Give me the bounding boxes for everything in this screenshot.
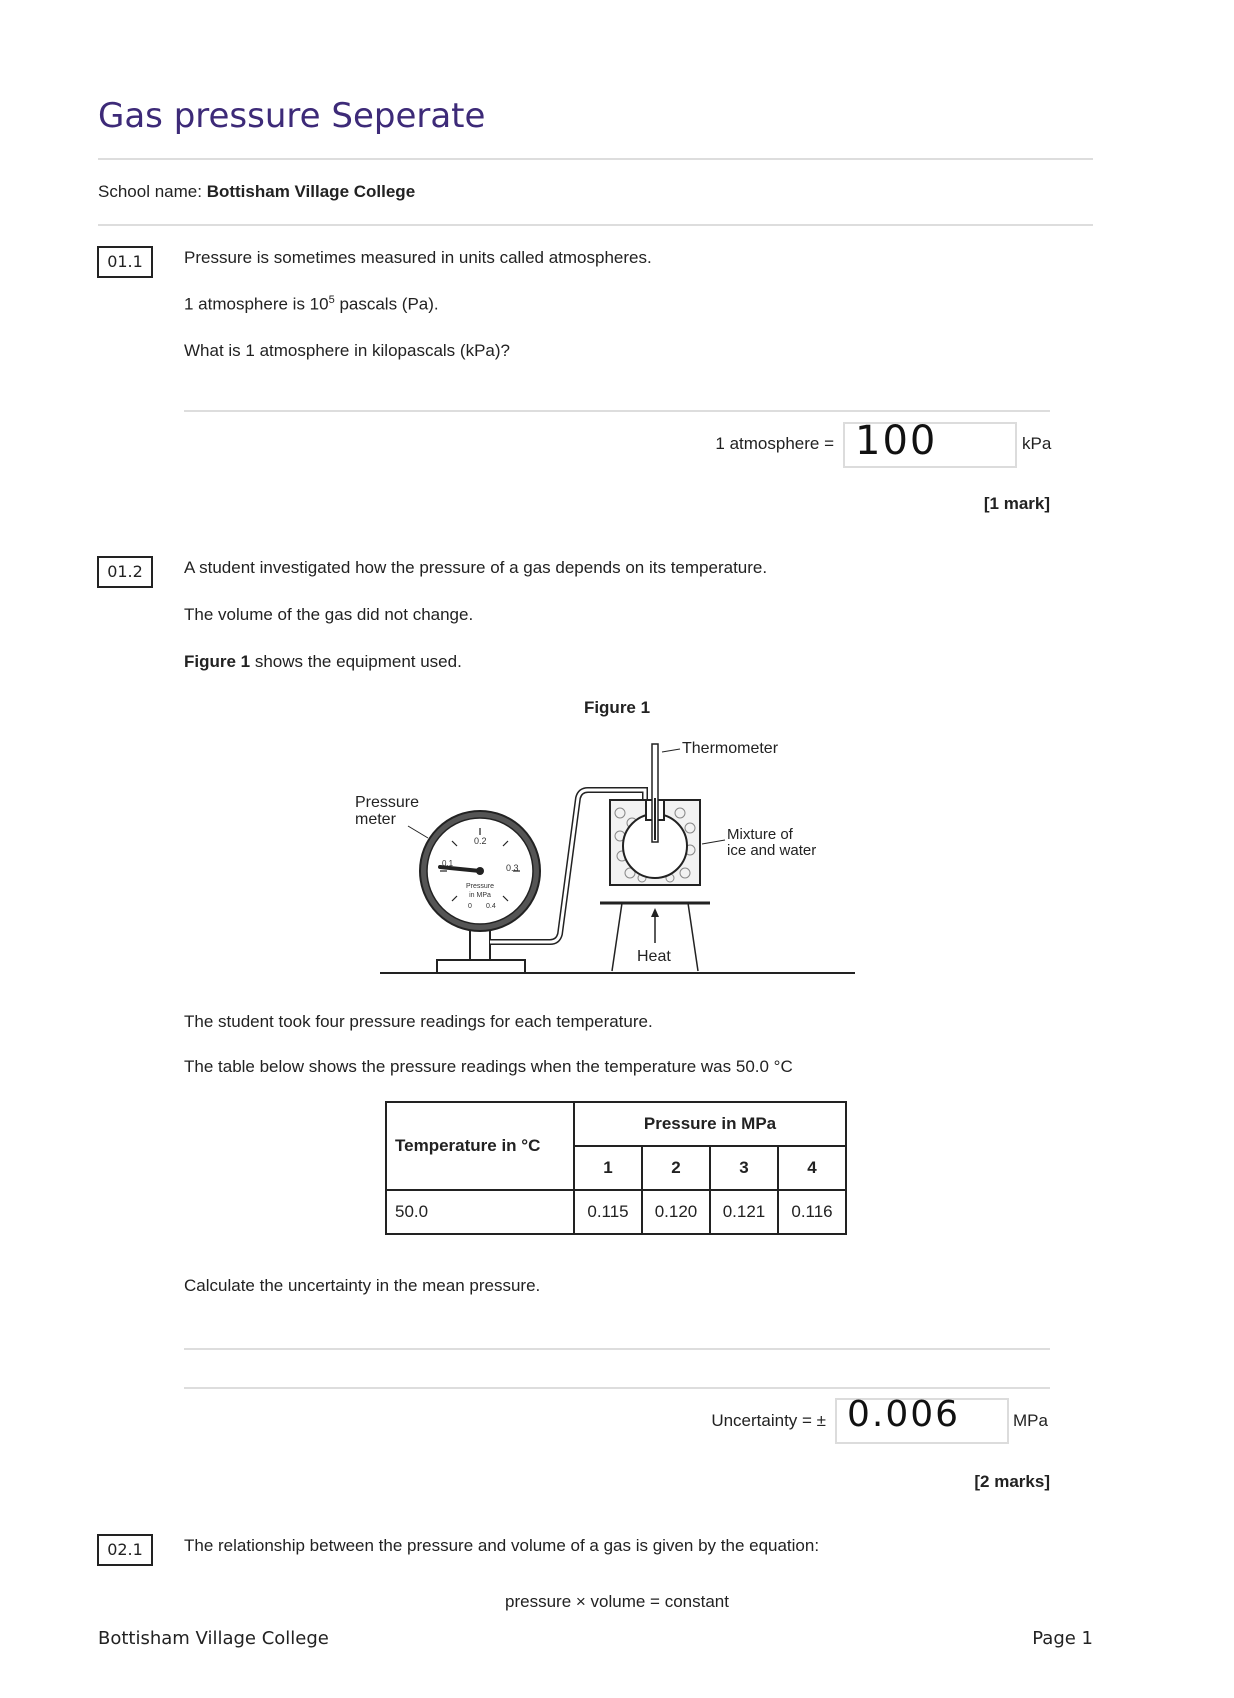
q011-line2 (184, 294, 439, 315)
gauge-pivot (476, 867, 484, 875)
gauge-text-2: in MPa (469, 892, 491, 899)
q012-answer-line-2 (184, 1387, 1050, 1389)
gauge-tick-02: 0.2 (474, 836, 487, 846)
cell-reading-3: 0.121 (710, 1190, 778, 1234)
school-divider (98, 224, 1093, 226)
gauge-tick-04: 0.4 (486, 903, 496, 910)
subheader-4: 4 (778, 1146, 846, 1190)
q011-marks: [1 mark] (983, 494, 1050, 513)
q012-line3-rest: shows the equipment used. (250, 652, 462, 671)
q011-line2-post: pascals (Pa). (334, 294, 439, 314)
q012-line1: A student investigated how the pressure of a gas depends on its temperature. (184, 558, 768, 577)
q011-line3: What is 1 atmosphere in kilopascals (kPa)? (184, 341, 510, 360)
q012-line6: Calculate the uncertainty in the mean pressure. (184, 1276, 541, 1295)
cell-reading-1: 0.115 (574, 1190, 642, 1234)
question-number-02-1: 02.1 (97, 1534, 153, 1566)
title-divider (98, 158, 1093, 160)
q011-answer-value: 100 (855, 418, 938, 464)
q012-answer-line-1 (184, 1348, 1050, 1350)
q011-line2-pre: 1 atmosphere is 10 (184, 294, 329, 314)
table-row (386, 1190, 846, 1234)
table-header-row (386, 1102, 846, 1146)
cell-temperature: 50.0 (386, 1190, 574, 1234)
cell-reading-2: 0.120 (642, 1190, 710, 1234)
q011-answer-unit: kPa (1022, 434, 1052, 453)
q021-equation: pressure × volume = constant (505, 1592, 729, 1611)
q011-answer-line (184, 410, 1050, 412)
school-name-line (98, 182, 415, 202)
gauge-tick-03: 0.3 (506, 863, 519, 873)
q012-line4: The student took four pressure readings for each temperature. (184, 1012, 653, 1031)
figure-caption: Figure 1 (583, 698, 651, 717)
q012-line2: The volume of the gas did not change. (184, 605, 474, 624)
q012-line5: The table below shows the pressure readings when the temperature was 50.0 °C (184, 1057, 793, 1076)
q012-answer-value: 0.006 (847, 1394, 961, 1435)
q012-answer-unit: MPa (1013, 1411, 1048, 1430)
gauge-tick-0: 0 (468, 903, 472, 910)
subheader-3: 3 (710, 1146, 778, 1190)
q012-answer-box[interactable] (835, 1394, 1009, 1444)
q012-line3-bold: Figure 1 (184, 652, 251, 671)
equipment-diagram (355, 728, 860, 978)
question-number-01-2: 01.2 (97, 556, 153, 588)
label-pressure-1: Pressure (355, 794, 420, 811)
cell-reading-4: 0.116 (778, 1190, 846, 1234)
gauge-tick-01: 0.1 (442, 859, 454, 868)
footer-page-number: Page 1 (1032, 1628, 1093, 1649)
q012-answer-label: Uncertainty = ± (711, 1411, 826, 1430)
q011-line2-sup: 5 (328, 294, 335, 306)
footer-school: Bottisham Village College (98, 1628, 329, 1649)
gauge-base (437, 960, 525, 973)
gauge-text-1: Pressure (465, 883, 495, 890)
q021-line1: The relationship between the pressure and volume of a gas is given by the equation: (184, 1536, 820, 1555)
q011-answer-label: 1 atmosphere = (715, 434, 834, 453)
subheader-1: 1 (574, 1146, 642, 1190)
page-title: Gas pressure Seperate (98, 96, 486, 136)
pressure-readings-table (385, 1101, 847, 1235)
school-name-value: Bottisham Village College (206, 182, 416, 201)
label-thermometer: Thermometer (682, 740, 779, 757)
label-heat: Heat (637, 948, 671, 965)
subheader-2: 2 (642, 1146, 710, 1190)
q012-marks: [2 marks] (974, 1472, 1050, 1491)
q011-answer-box[interactable] (843, 418, 1017, 468)
question-number-01-1: 01.1 (97, 246, 153, 278)
header-pressure: Pressure in MPa (574, 1102, 846, 1146)
label-pressure-2: meter (355, 811, 396, 828)
label-mixture-1: Mixture of (727, 826, 793, 843)
label-mixture-2: ice and water (727, 842, 817, 859)
q012-line3 (184, 652, 462, 672)
header-temperature: Temperature in °C (386, 1102, 574, 1190)
school-name-label: School name: (98, 182, 202, 201)
q011-line1: Pressure is sometimes measured in units called atmospheres. (184, 248, 652, 267)
